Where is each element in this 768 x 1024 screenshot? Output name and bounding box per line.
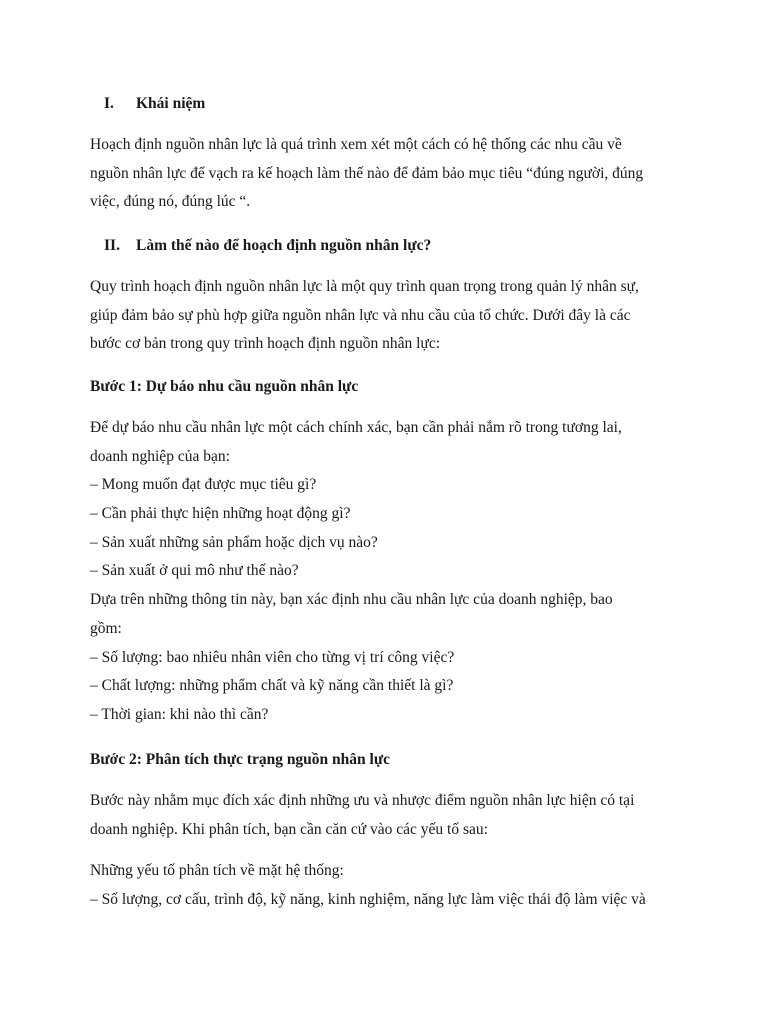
step-2-heading: Bước 2: Phân tích thực trạng nguồn nhân lực	[90, 751, 391, 768]
section-heading-2	[104, 236, 431, 256]
section-title: Khái niệm	[136, 95, 206, 112]
bullet-item: – Số lượng: bao nhiêu nhân viên cho từng vị trí công việc?	[90, 648, 455, 666]
bullet-item: – Thời gian: khi nào thì cần?	[90, 705, 269, 723]
text-line: doanh nghiệp. Khi phân tích, bạn cần căn cứ vào các yếu tố sau:	[90, 820, 488, 838]
bullet-item: – Số lượng, cơ cấu, trình độ, kỹ năng, kinh nghiệm, năng lực làm việc thái độ làm việc và	[90, 890, 646, 908]
bullet-item: – Chất lượng: những phẩm chất và kỹ năng cần thiết là gì?	[90, 677, 454, 695]
text-line: Quy trình hoạch định nguồn nhân lực là một quy trình quan trọng trong quản lý nhân sự,	[90, 278, 639, 295]
text-line: việc, đúng nó, đúng lúc “.	[90, 193, 251, 211]
bullet-item: – Sản xuất ở qui mô như thế nào?	[90, 562, 299, 580]
section-number: I.	[104, 95, 114, 112]
paragraph-step-2	[90, 787, 690, 844]
text-line: Bước này nhằm mục đích xác định những ưu và nhược điểm nguồn nhân lực hiện có tại	[90, 792, 635, 809]
bullet-item: – Sản xuất những sản phẩm hoặc dịch vụ nào?	[90, 533, 378, 551]
paragraph-intro	[90, 273, 690, 359]
text-line: nguồn nhân lực để vạch ra kế hoạch làm thế nào để đảm bảo mục tiêu “đúng người, đúng	[90, 164, 644, 182]
text-line: giúp đảm bảo sự phù hợp giữa nguồn nhân lực và nhu cầu của tổ chức. Dưới đây là các	[90, 306, 631, 324]
step-1-heading: Bước 1: Dự báo nhu cầu nguồn nhân lực	[90, 378, 359, 395]
text-line: Những yếu tố phân tích về mặt hệ thống:	[90, 862, 344, 879]
text-line: Để dự báo nhu cầu nhân lực một cách chính xác, bạn cần phải nắm rõ trong tương lai,	[90, 419, 622, 436]
bullet-item: – Cần phải thực hiện những hoạt động gì?	[90, 505, 351, 523]
text-line: gồm:	[90, 619, 122, 637]
paragraph-definition	[90, 131, 690, 217]
text-line: bước cơ bản trong quy trình hoạch định nguồn nhân lực:	[90, 335, 441, 353]
paragraph-system-factors	[90, 857, 690, 914]
section-number: II.	[104, 237, 120, 254]
section-title: Làm thế nào để hoạch định nguồn nhân lực?	[136, 237, 432, 254]
text-line: Dựa trên những thông tin này, bạn xác định nhu cầu nhân lực của doanh nghiệp, bao	[90, 591, 613, 609]
text-line: Hoạch định nguồn nhân lực là quá trình xem xét một cách có hệ thống các nhu cầu về	[90, 136, 622, 153]
paragraph-step-1	[90, 414, 690, 730]
text-line: doanh nghiệp của bạn:	[90, 447, 230, 465]
section-heading-1	[104, 94, 205, 114]
bullet-item: – Mong muốn đạt được mục tiêu gì?	[90, 476, 317, 494]
